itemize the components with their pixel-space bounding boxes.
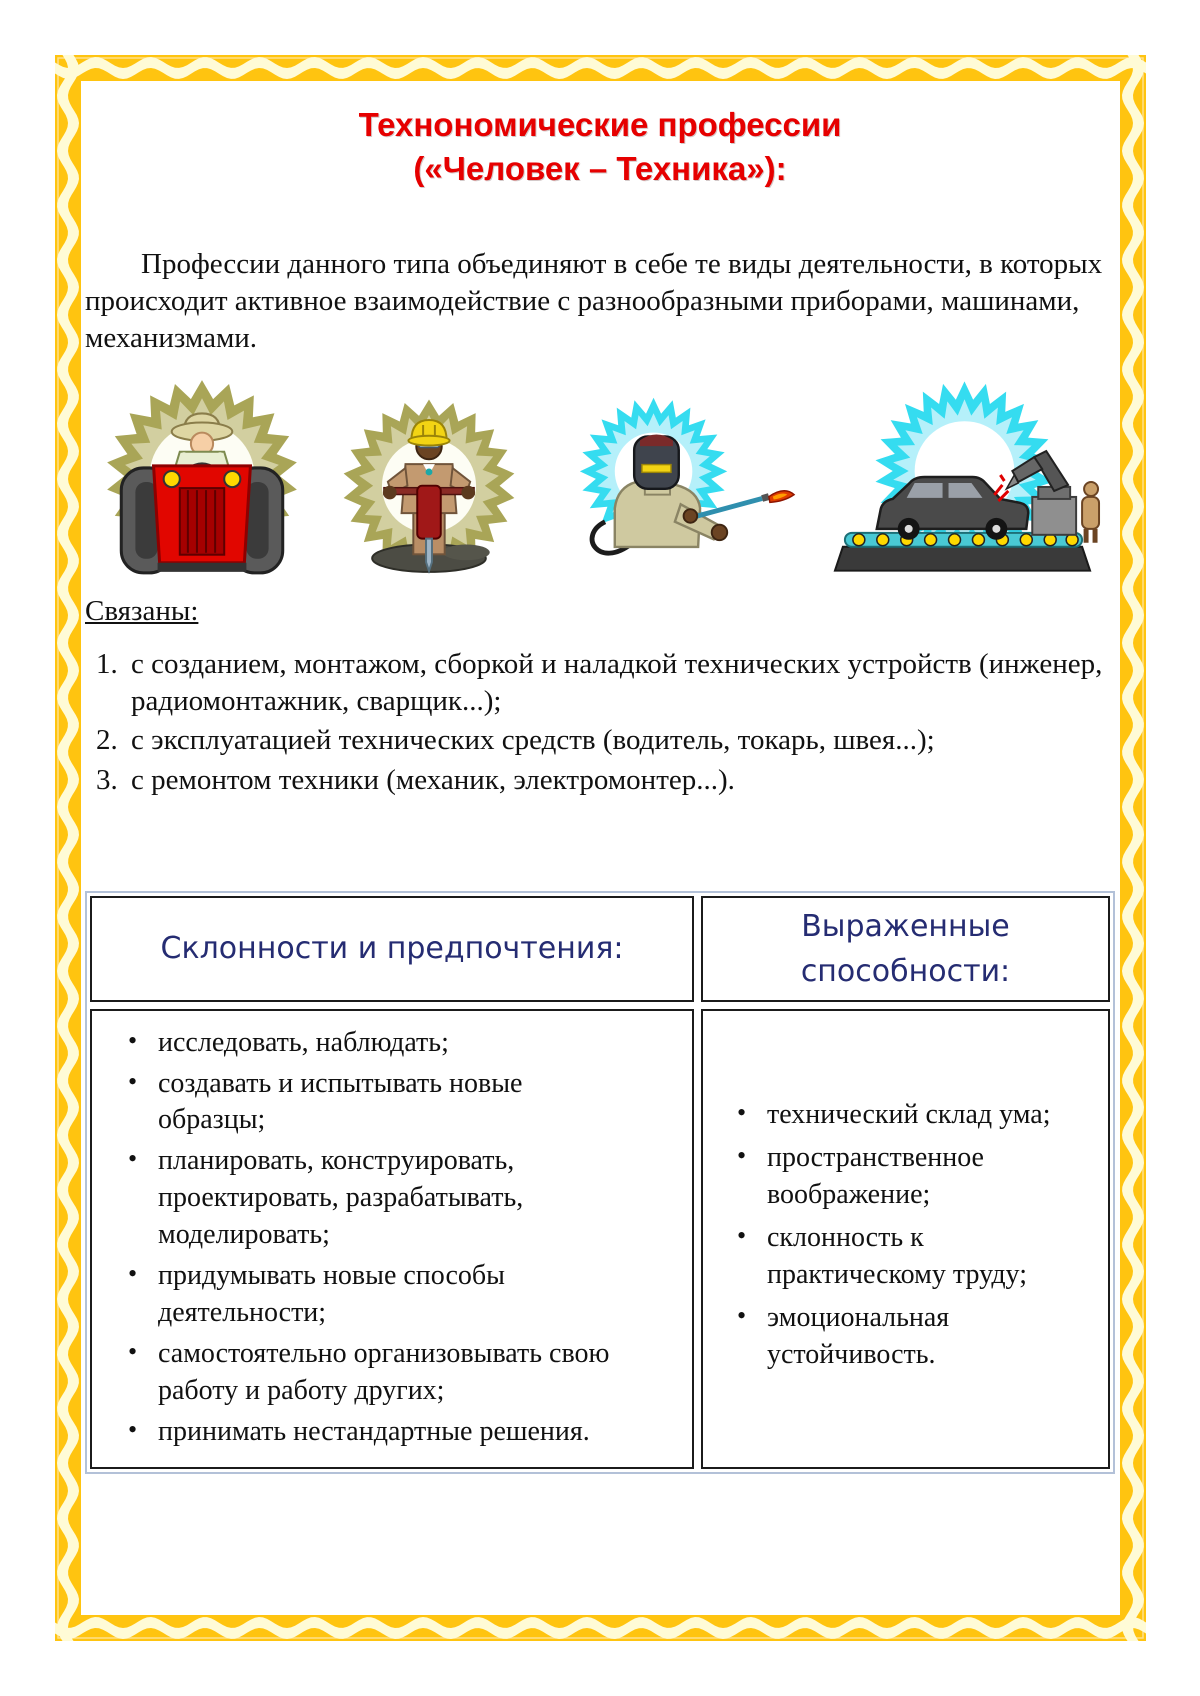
inclination-item: • самостоятельно организовывать свою работу и работу других; bbox=[122, 1336, 636, 1410]
intro-paragraph: Профессии данного типа объединяют в себе те виды деятельности, в которых происходит активное взаимодействие с разнообразными приборами, машинами, механизмами. bbox=[85, 248, 1103, 355]
traits-table bbox=[85, 891, 1115, 1474]
jackhammer-worker-image bbox=[331, 363, 527, 579]
abilities-list bbox=[703, 1089, 1108, 1388]
ability-item: • технический склад ума; bbox=[731, 1097, 1060, 1134]
inclination-item: • планировать, конструировать, проектировать, разрабатывать, моделировать; bbox=[122, 1143, 636, 1254]
table-cell-abilities bbox=[701, 1009, 1110, 1469]
document-content bbox=[85, 85, 1115, 1641]
page-title-line2: («Человек – Техника»): bbox=[413, 149, 787, 187]
inclinations-list bbox=[92, 1011, 692, 1467]
table-header-abilities: Выраженные способности: bbox=[701, 896, 1110, 1002]
inclination-item: • создавать и испытывать новые образцы; bbox=[122, 1066, 636, 1140]
ability-item: • пространственное воображение; bbox=[731, 1140, 1060, 1214]
inclination-item: • принимать нестандартные решения. bbox=[122, 1414, 636, 1451]
table-cell-inclinations bbox=[90, 1009, 694, 1469]
page-title-line1: Технономические профессии bbox=[358, 106, 842, 143]
welder-with-torch-image bbox=[545, 387, 797, 579]
related-list-item: 3. с ремонтом техники (механик, электромонтер...). bbox=[125, 762, 1115, 799]
related-list bbox=[85, 646, 1115, 798]
ability-item: • эмоциональная устойчивость. bbox=[731, 1300, 1060, 1374]
tractor-driver-image bbox=[91, 373, 313, 579]
related-heading: Связаны: bbox=[85, 595, 199, 628]
inclination-item: • придумывать новые способы деятельности; bbox=[122, 1258, 636, 1332]
related-list-item: 2. с эксплуатацией технических средств (водитель, токарь, швея...); bbox=[125, 722, 1115, 759]
ability-item: • склонность к практическому труду; bbox=[731, 1220, 1060, 1294]
car-assembly-line-image bbox=[815, 379, 1109, 579]
page-title bbox=[85, 103, 1115, 190]
table-header-inclinations: Склонности и предпочтения: bbox=[90, 896, 694, 1002]
inclination-item: • исследовать, наблюдать; bbox=[122, 1025, 636, 1062]
related-list-item: 1. с созданием, монтажом, сборкой и наладкой технических устройств (инженер, радиомонтажник, сварщик...); bbox=[125, 646, 1115, 719]
illustrations-row bbox=[85, 359, 1115, 579]
